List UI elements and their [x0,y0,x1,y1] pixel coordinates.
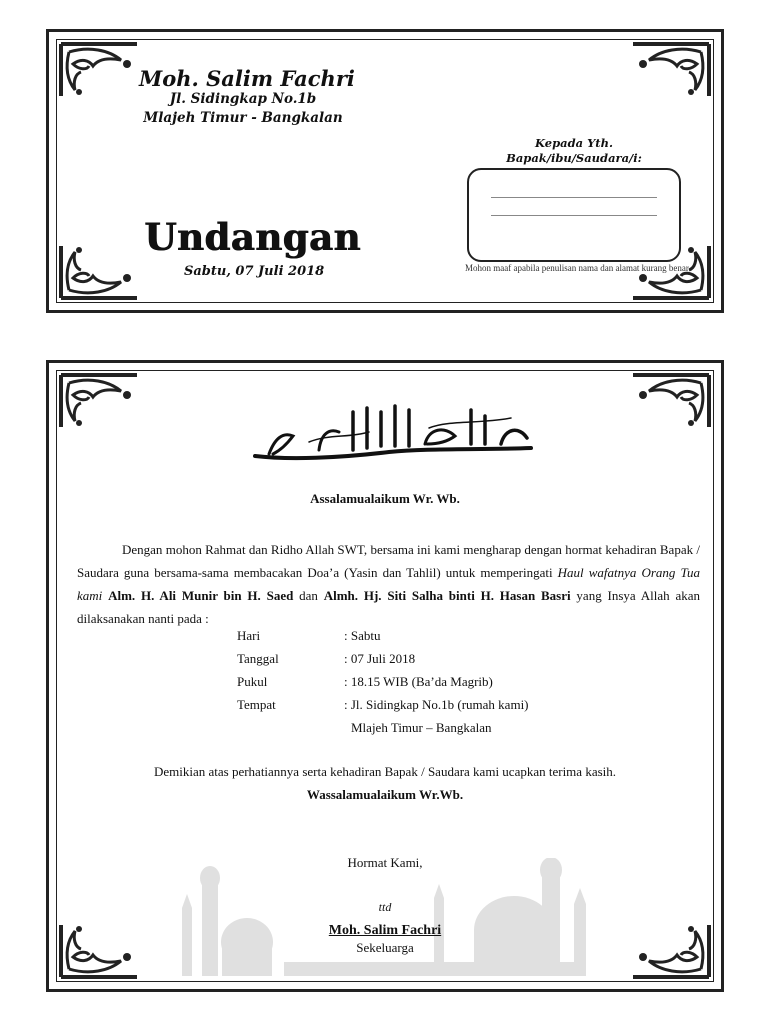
detail-value: : Sabtu [344,628,381,643]
apology-note: Mohon maaf apabila penulisan nama dan alamat kurang benar [465,263,689,273]
sender-name: Moh. Salim Fachri [139,66,355,91]
closing-sentence: Demikian atas perhatiannya serta kehadiran Bapak / Saudara kami ucapkan terima kasih. [153,764,617,779]
regards: Hormat Kami, [347,855,423,870]
detail-label: Tempat [237,697,276,712]
corner-ornament-icon [631,42,711,98]
corner-ornament-icon [59,244,139,300]
deceased-name-2: Almh. Hj. Siti Salha binti H. Hasan Basri [323,588,571,603]
detail-row-date [237,651,415,667]
recipient-heading [504,136,644,166]
deceased-name-1: Alm. H. Ali Munir bin H. Saed [108,588,294,603]
detail-value: : 07 Juli 2018 [344,651,416,666]
envelope-card [46,29,724,313]
bismillah-calligraphy-icon [249,398,539,468]
detail-row-day [237,628,380,644]
corner-ornament-icon [59,42,139,98]
ttd-mark: ttd [378,900,392,914]
detail-label: Hari [237,628,261,643]
detail-value: : Jl. Sidingkap No.1b (rumah kami) [344,697,529,712]
body-paragraph [77,538,700,630]
detail-label: Pukul [237,674,268,689]
letter-card [46,360,724,992]
signer-family: Sekeluarga [356,940,414,955]
address-line [491,215,657,216]
haul-phrase: Haul wafatnya Orang Tua kami [77,565,700,603]
invitation-title: Undangan [144,215,361,259]
corner-ornament-icon [631,373,711,429]
recipient-label: Kepada Yth. [535,136,613,150]
farewell: Wassalamualaikum Wr.Wb. [306,787,464,802]
invitation-date: Sabtu, 07 Juli 2018 [184,264,325,279]
sender-address-line2: Mlajeh Timur - Bangkalan [143,110,343,126]
recipient-salutation: Bapak/ibu/Saudara/i: [506,151,642,165]
address-line [491,197,657,198]
conjunction: dan [293,588,324,603]
signer-block [49,922,721,939]
address-box [467,168,681,262]
signer-name: Moh. Salim Fachri [328,923,442,938]
detail-place-line2: Mlajeh Timur – Bangkalan [351,720,492,735]
detail-row-place [237,697,529,713]
sender-address-line1: Jl. Sidingkap No.1b [169,91,317,107]
detail-label: Tanggal [237,651,279,666]
detail-value: : 18.15 WIB (Ba’da Magrib) [344,674,493,689]
body-text-tail: yang Insya Allah akan dilaksanakan nanti pada : [77,588,700,626]
detail-row-time [237,674,493,690]
greeting: Assalamualaikum Wr. Wb. [310,491,460,506]
corner-ornament-icon [59,373,139,429]
body-text: Dengan mohon Rahmat dan Ridho Allah SWT, bersama ini kami mengharap dengan hormat kehadiran Bapak / Saudara guna bersama-sama membacakan Doa’a (Yasin dan Tahlil) untuk memperingati [77,542,700,580]
mosque-silhouette-icon [174,858,614,976]
letter-body [77,538,700,630]
